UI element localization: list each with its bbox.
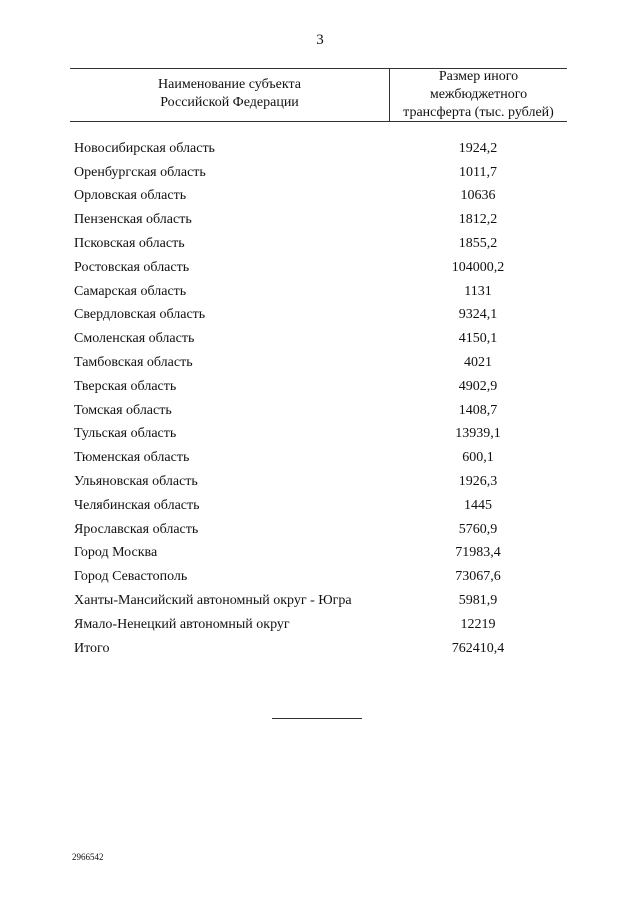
transfer-amount: 73067,6 [455,569,501,585]
document-code: 2966542 [72,852,104,862]
transfer-amount: 1011,7 [459,164,497,180]
table-row [74,470,567,494]
column-header-amount-line3: трансферта (тыс. рублей) [403,105,554,120]
transfer-amount: 104000,2 [451,259,505,275]
transfer-amount: 12219 [460,616,496,632]
transfer-amount: 1812,2 [458,212,498,228]
transfer-amount: 600,1 [462,450,494,466]
transfer-amount: 1926,3 [458,474,498,490]
transfer-amount: 71983,4 [455,545,501,561]
total-amount: 762410,4 [451,640,505,656]
transfer-amount: 4021 [464,355,492,371]
table-row [74,399,567,423]
table-row [74,589,567,613]
column-header-subject-line1: Наименование субъекта [158,77,301,92]
transfer-amount: 1924,2 [458,140,498,156]
table-row [74,208,567,232]
subject-name: Новосибирская область [74,140,215,156]
table-row [74,280,567,304]
transfer-amount: 13939,1 [455,426,501,442]
subject-name: Псковская область [74,236,185,252]
subject-name: Тамбовская область [74,355,193,371]
subject-name: Тюменская область [74,450,190,466]
transfer-amount: 4150,1 [458,331,498,347]
table-row [74,446,567,470]
total-label: Итого [74,640,110,656]
page-number: 3 [316,32,324,48]
subject-name: Ульяновская область [74,474,198,490]
subject-name: Тверская область [74,378,177,394]
subject-name: Смоленская область [74,331,195,347]
subject-name: Город Севастополь [74,569,188,585]
table-row [74,304,567,328]
column-header-amount-line2: межбюджетного [429,87,528,102]
subject-name: Тульская область [74,426,177,442]
table-row [74,185,567,209]
subject-name: Ямало-Ненецкий автономный округ [74,616,290,632]
table-row [74,351,567,375]
transfer-amount: 10636 [460,188,496,204]
subject-name: Челябинская область [74,497,200,513]
subject-name: Орловская область [74,188,187,204]
table-row [74,423,567,447]
transfer-amount: 1855,2 [458,236,498,252]
table-body [74,137,567,661]
table-row [74,327,567,351]
transfer-amount: 4902,9 [458,378,498,394]
table-row [74,161,567,185]
subject-name: Город Москва [74,545,158,561]
subject-name: Оренбургская область [74,164,206,180]
column-header-subject [70,76,389,112]
table-row [74,518,567,542]
table-row [74,232,567,256]
table-row-total [74,637,567,661]
table-row [74,542,567,566]
transfer-amount: 1131 [464,283,492,299]
transfer-amount: 1445 [464,497,492,513]
table-row [74,494,567,518]
table-row [74,137,567,161]
table-row [74,375,567,399]
subject-name: Ростовская область [74,259,190,275]
transfer-amount: 1408,7 [458,402,498,418]
end-of-document-rule [272,718,362,719]
subject-name: Свердловская область [74,307,206,323]
column-header-amount-line1: Размер иного [438,69,519,84]
column-header-subject-line2: Российской Федерации [160,95,299,110]
subject-name: Пензенская область [74,212,192,228]
column-header-amount [390,68,567,122]
table-row [74,613,567,637]
table-row [74,256,567,280]
subject-name: Томская область [74,402,172,418]
transfer-amount: 5760,9 [458,521,498,537]
table-row [74,565,567,589]
transfer-amount: 9324,1 [458,307,498,323]
subject-name: Самарская область [74,283,187,299]
subject-name: Ярославская область [74,521,199,537]
transfer-amount: 5981,9 [458,593,498,609]
subject-name: Ханты-Мансийский автономный округ - Югра [74,593,352,609]
